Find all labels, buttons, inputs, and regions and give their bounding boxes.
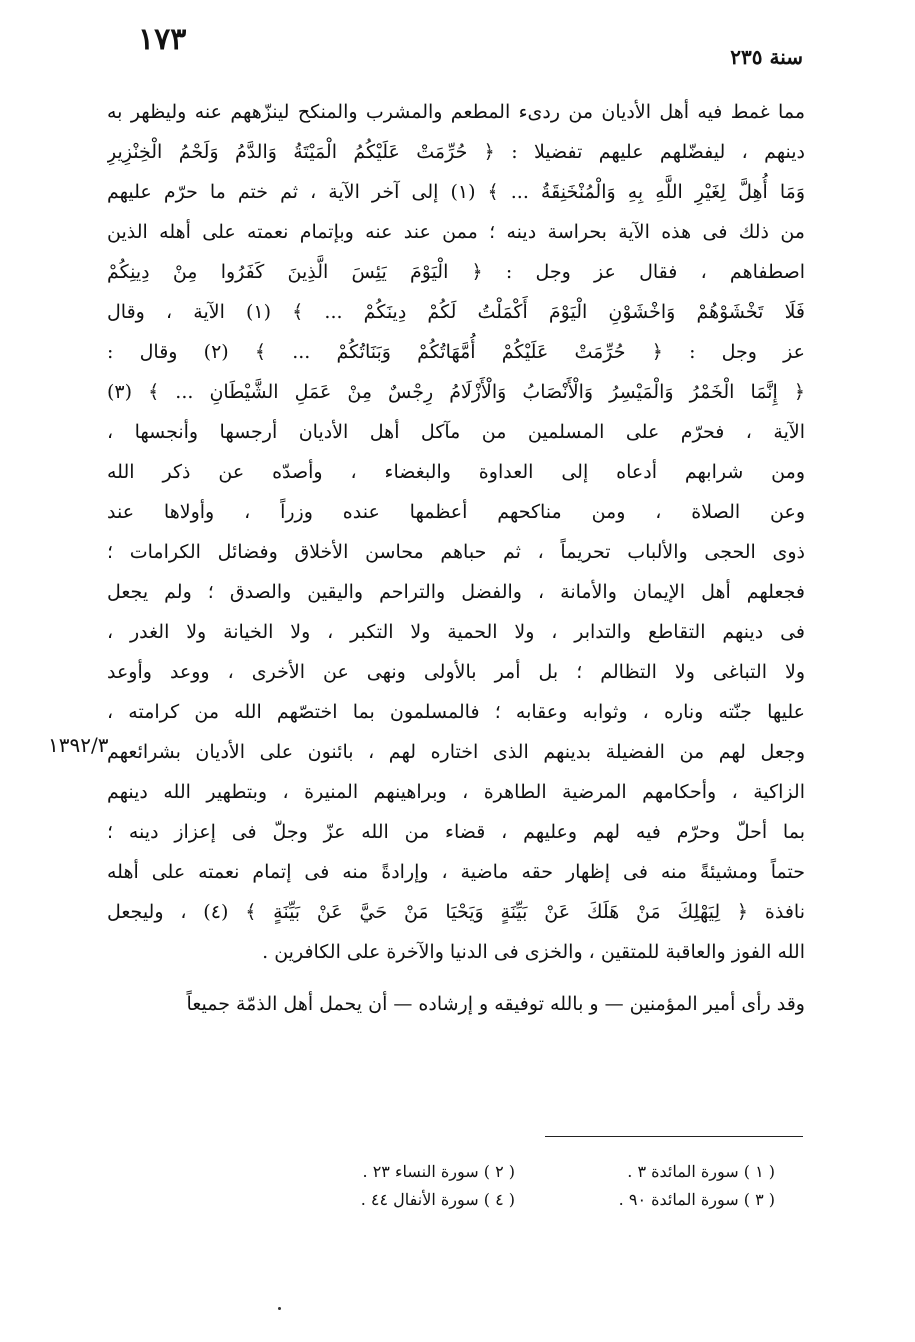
paragraph-gap xyxy=(107,972,805,984)
closing-line: وقد رأى أمير المؤمنين — و بالله توفيقه و إرشاده — أن يحمل أهل الذمّة جميعاً xyxy=(186,993,805,1015)
text-line: ذوى الحجى والألباب تحريماً ، ثم حباهم محاسن الأخلاق وفضائل الكرامات ؛ xyxy=(107,541,805,563)
text-line: ولا التباغى ولا التظالم ؛ بل أمر بالأولى ونهى عن الأخرى ، ووعد وأوعد xyxy=(107,661,805,683)
text-line: وعن الصلاة ، ومن مناكحهم أعظمها عنده وزراً ، وأولاها عند xyxy=(107,501,805,523)
footnote-row xyxy=(255,1186,775,1214)
text-line: عليها جنّته وناره ، وثوابه وعقابه ؛ فالمسلمون بما اختصّهم الله من كرامته ، xyxy=(107,701,805,723)
footnotes xyxy=(255,1158,775,1214)
text-line: حتماً ومشيئةً منه فى إظهار حقه ماضية ، وإرادةً منه فى إتمام نعمته على أهله xyxy=(107,861,805,883)
text-line: ومن شرابهم أدعاه إلى العداوة والبغضاء ، وأصدّه عن ذكر الله xyxy=(107,461,805,483)
footnote-4: ( ٤ ) سورة الأنفال ٤٤ . xyxy=(360,1190,515,1209)
footnote-3: ( ٣ ) سورة المائدة ٩٠ . xyxy=(618,1190,775,1209)
footnote-divider xyxy=(545,1136,803,1137)
page-number: ١٧٣ xyxy=(138,22,187,57)
text-line: بما أحلّ وحرّم فيه لهم وعليهم ، قضاء من الله عزّ وجلّ فى إعزاز دينه ؛ xyxy=(107,821,805,843)
main-text xyxy=(107,92,805,1024)
text-line: الآية ، فحرّم على المسلمين من مآكل أهل الأديان أرجسها وأنجسها ، xyxy=(107,421,805,443)
text-line: دينهم ، ليفضّلهم عليهم تفضيلا : ﴿ حُرِّمَتْ عَلَيْكُمُ الْمَيْتَةُ وَالدَّمُ وَلَحْمُ الْخِنْزِيرِ xyxy=(107,141,805,163)
margin-reference: ١٣٩٢/٣ xyxy=(48,733,109,757)
text-line: الزاكية ، وأحكامهم المرضية الطاهرة ، وبراهينهم المنيرة ، وبتطهير الله دينهم xyxy=(107,781,805,803)
footnote-row xyxy=(255,1158,775,1186)
text-line: وَمَا أُهِلَّ لِغَيْرِ اللَّهِ بِهِ وَالْمُنْخَنِقَةُ ... ﴾ (١) إلى آخر الآية ، ثم ختم ما حرّم عليهم xyxy=(107,181,805,203)
stray-ink-dot xyxy=(278,1307,281,1310)
text-line: فى دينهم التقاطع والتدابر ، ولا الحمية ولا التكبر ، ولا الخيانة ولا الغدر ، xyxy=(107,621,805,643)
text-line: الله الفوز والعاقبة للمتقين ، والخزى فى الدنيا والآخرة على الكافرين . xyxy=(262,941,805,963)
text-line: مما غمط فيه أهل الأديان من ردىء المطعم والمشرب والمنكح لينزّههم عنه وليظهر به xyxy=(107,101,805,123)
text-line: عز وجل : ﴿ حُرِّمَتْ عَلَيْكُمْ أُمَّهَاتُكُمْ وَبَنَاتُكُمْ ... ﴾ (٢) وقال : xyxy=(107,341,805,363)
text-line: فَلَا تَخْشَوْهُمْ وَاخْشَوْنِ الْيَوْمَ أَكْمَلْتُ لَكُمْ دِينَكُمْ ... ﴾ (١) الآية ، وقال xyxy=(107,301,805,323)
text-line: فجعلهم أهل الإيمان والأمانة ، والفضل والتراحم واليقين والصدق ؛ ولم يجعل xyxy=(107,581,805,603)
text-line: نافذة ﴿ لِيَهْلِكَ مَنْ هَلَكَ عَنْ بَيِّنَةٍ وَيَحْيَا مَنْ حَيَّ عَنْ بَيِّنَةٍ ﴾ (٤) ، وليجعل xyxy=(107,901,805,923)
text-line: اصطفاهم ، فقال عز وجل : ﴿ الْيَوْمَ يَئِسَ الَّذِينَ كَفَرُوا مِنْ دِينِكُمْ xyxy=(107,261,805,283)
text-line: من ذلك فى هذه الآية بحراسة دينه ؛ ممن عند عنه وبإتمام نعمته على أهله الذين xyxy=(107,221,805,243)
text-line: وجعل لهم من الفضيلة بدينهم الذى اختاره لهم ، بائنون على الأديان بشرائعهم xyxy=(107,741,805,763)
running-header-year: سنة ٢٣٥ xyxy=(730,45,803,69)
footnote-2: ( ٢ ) سورة النساء ٢٣ . xyxy=(362,1162,515,1181)
text-line: ﴿ إِنَّمَا الْخَمْرُ وَالْمَيْسِرُ وَالْأَنْصَابُ وَالْأَزْلَامُ رِجْسٌ مِنْ عَمَلِ الشَّيْطَانِ ... ﴾ (٣) xyxy=(107,381,805,403)
footnote-1: ( ١ ) سورة المائدة ٣ . xyxy=(627,1162,775,1181)
